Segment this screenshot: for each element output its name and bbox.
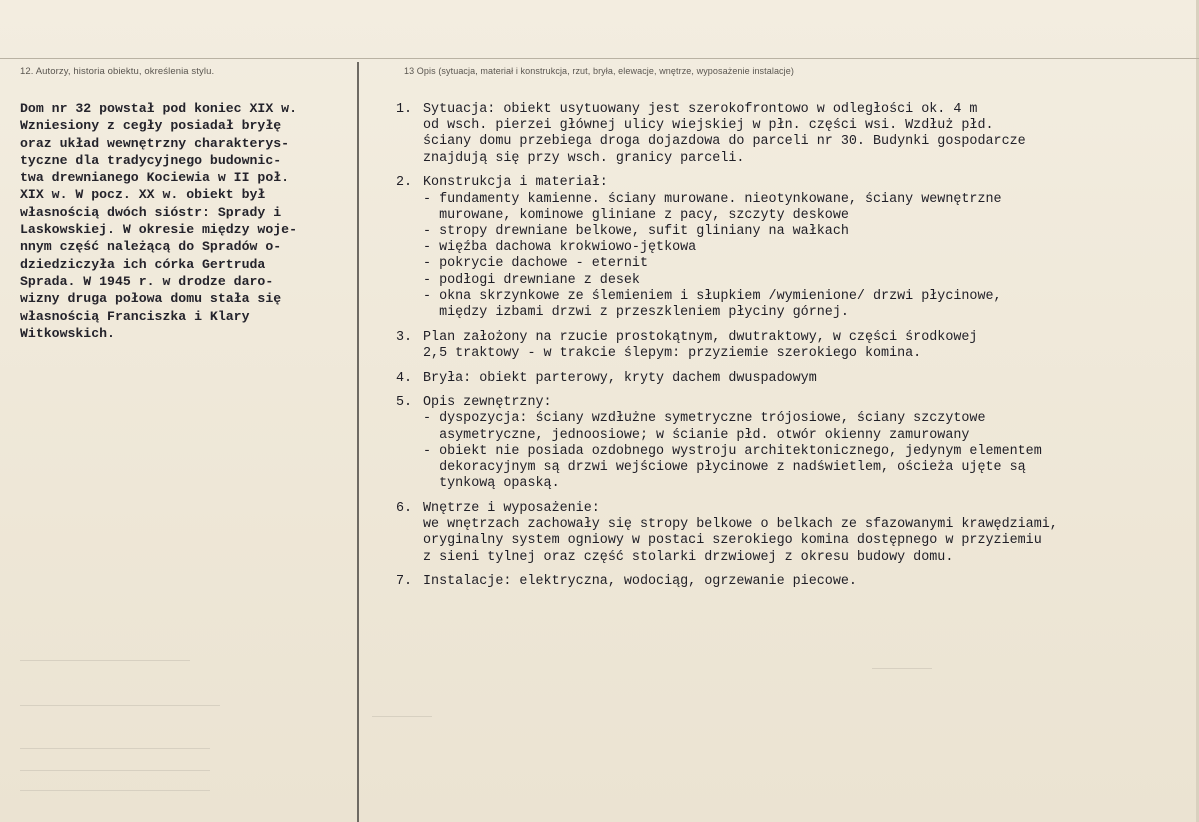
- history-line: własnością dwóch sióstr: Sprady i: [20, 204, 282, 220]
- item-line: z sieni tylnej oraz część stolarki drzwiowej z okresu budowy domu.: [423, 549, 954, 565]
- item-number: 3.: [396, 329, 413, 345]
- item-number: 1.: [396, 102, 413, 117]
- item-line: Plan założony na rzucie prostokątnym, dwutraktowy, w części środkowej: [423, 329, 978, 345]
- item-line: - stropy drewniane belkowe, sufit gliniany na wałkach: [423, 223, 849, 239]
- item-line: ściany domu przebiega droga dojazdowa do parceli nr 30. Budynki gospodarcze: [423, 134, 1026, 150]
- item-line: Instalacje: elektryczna, wodociąg, ogrzewanie piecowe.: [423, 574, 857, 590]
- history-line: Sprada. W 1945 r. w drodze daro-: [20, 273, 274, 289]
- history-line: nnym część należącą do Spradów o-: [20, 239, 282, 255]
- item-line: - podłogi drewniane z desek: [423, 272, 640, 288]
- item-line: - obiekt nie posiada ozdobnego wystroju architektonicznego, jedynym elementem: [423, 443, 1042, 459]
- description-item: [396, 330, 1196, 362]
- item-line: Opis zewnętrzny:: [423, 395, 552, 411]
- item-number: 4.: [396, 370, 413, 386]
- item-line: - więźba dachowa krokwiowo-jętkowa: [423, 240, 697, 256]
- item-number: 6.: [396, 500, 413, 516]
- description-item: [396, 574, 1196, 590]
- ghost-rule: [372, 716, 432, 717]
- item-line: - okna skrzynkowe ze ślemieniem i słupkiem /wymienione/ drzwi płycinowe,: [423, 288, 1002, 304]
- section-13-header: 13 Opis (sytuacja, materiał i konstrukcja, rzut, bryła, elewacje, wnętrze, wyposażenie instalacje): [404, 66, 794, 76]
- item-line: asymetryczne, jednoosiowe; w ścianie płd. otwór okienny zamurowany: [423, 427, 970, 443]
- item-body: [423, 501, 1058, 566]
- ghost-rule: [20, 705, 220, 706]
- ghost-rule: [20, 790, 210, 791]
- history-line: Wzniesiony z cegły posiadał bryłę: [20, 118, 282, 134]
- item-body: [423, 371, 817, 387]
- item-number: 2.: [396, 175, 413, 191]
- history-line: Dom nr 32 powstał pod koniec XIX w.: [20, 101, 297, 116]
- item-line: - fundamenty kamienne. ściany murowane. nieotynkowane, ściany wewnętrzne: [423, 191, 1002, 207]
- history-text: [20, 100, 365, 342]
- ghost-rule: [20, 660, 190, 661]
- history-line: Witkowskich.: [20, 325, 115, 341]
- item-line: Bryła: obiekt parterowy, kryty dachem dwuspadowym: [423, 370, 817, 386]
- item-line: murowane, kominowe gliniane z pacy, szczyty deskowe: [423, 207, 849, 223]
- item-line: Konstrukcja i materiał:: [423, 175, 608, 191]
- history-line: XIX w. W pocz. XX w. obiekt był: [20, 187, 266, 203]
- item-number: 5.: [396, 395, 413, 411]
- ghost-rule: [20, 770, 210, 771]
- description-item: [396, 501, 1196, 566]
- description-item: [396, 175, 1196, 321]
- ghost-rule: [20, 748, 210, 749]
- item-body: [423, 175, 1002, 321]
- history-line: tyczne dla tradycyjnego budownic-: [20, 152, 282, 168]
- item-body: [423, 395, 1042, 492]
- item-line: tynkową opaską.: [423, 476, 560, 492]
- section-12-header: 12. Autorzy, historia obiektu, określenia stylu.: [20, 66, 215, 77]
- item-line: oryginalny system ogniowy w postaci szerokiego komina dostępnego w przyziemiu: [423, 533, 1042, 549]
- item-line: znajdują się przy wsch. granicy parceli.: [423, 150, 745, 166]
- description-item: [396, 371, 1196, 387]
- header-rule: [0, 58, 1199, 59]
- item-number: 7.: [396, 574, 413, 590]
- history-line: oraz układ wewnętrzny charakterys-: [20, 135, 290, 151]
- ghost-rule: [872, 668, 932, 669]
- history-line: własnością Franciszka i Klary: [20, 308, 250, 324]
- item-line: - pokrycie dachowe - eternit: [423, 256, 648, 272]
- item-body: [423, 574, 857, 590]
- item-line: od wsch. pierzei głównej ulicy wiejskiej w płn. części wsi. Wzdłuż płd.: [423, 118, 994, 134]
- history-line: twa drewnianego Kociewia w II poł.: [20, 170, 290, 186]
- item-body: [423, 102, 1026, 167]
- item-body: [423, 330, 977, 362]
- item-line: we wnętrzach zachowały się stropy belkowe o belkach ze sfazowanymi krawędziami,: [423, 517, 1058, 533]
- history-line: wizny druga połowa domu stała się: [20, 291, 282, 307]
- item-line: - dyspozycja: ściany wzdłużne symetryczne trójosiowe, ściany szczytowe: [423, 411, 986, 427]
- history-line: Laskowskiej. W okresie między woje-: [20, 222, 297, 238]
- description-item: [396, 102, 1196, 167]
- item-line: dekoracyjnym są drzwi wejściowe płycinowe z nadświetlem, ościeża ujęte są: [423, 460, 1026, 476]
- item-line: między izbami drzwi z przeszkleniem płyciny górnej.: [423, 304, 849, 320]
- item-line: 2,5 traktowy - w trakcie ślepym: przyziemie szerokiego komina.: [423, 345, 922, 361]
- description-list: [396, 102, 1196, 599]
- description-item: [396, 395, 1196, 492]
- item-line: Wnętrze i wyposażenie:: [423, 500, 600, 516]
- history-line: dziedziczyła ich córka Gertruda: [20, 256, 266, 272]
- item-line: Sytuacja: obiekt usytuowany jest szerokofrontowo w odległości ok. 4 m: [423, 102, 978, 117]
